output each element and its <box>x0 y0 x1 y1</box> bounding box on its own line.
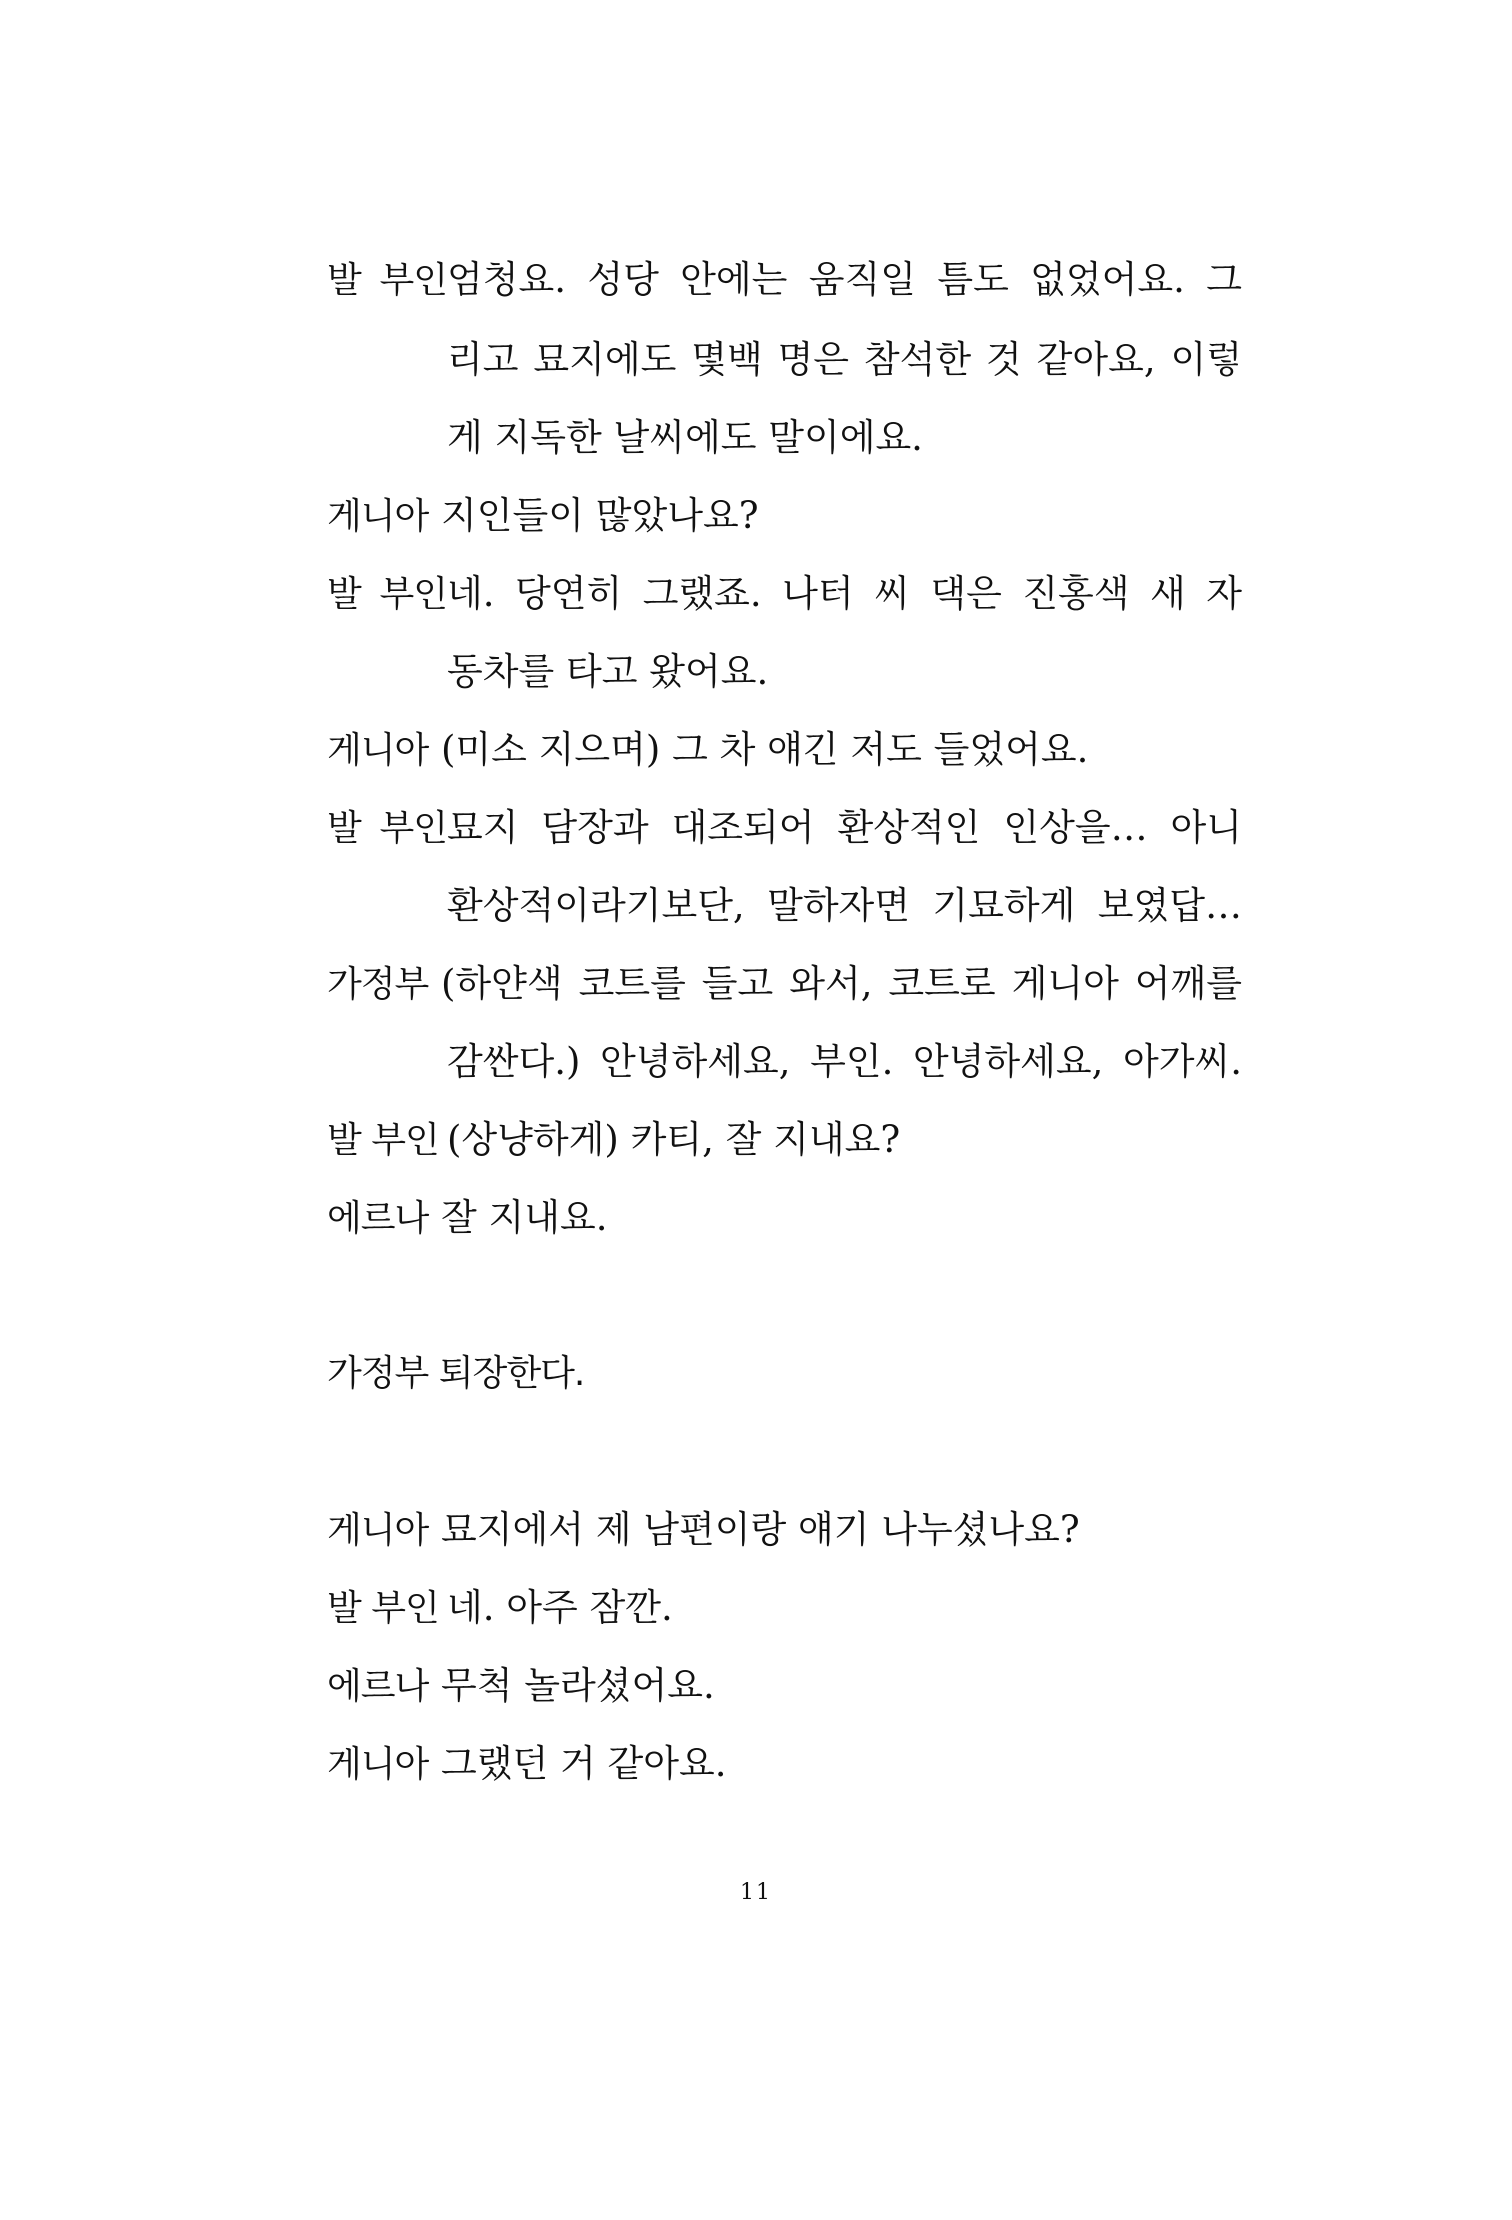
speaker-name: 게니아 <box>327 1510 429 1551</box>
dialogue-text: 네. 아주 잠깐. <box>447 1586 673 1629</box>
dialogue-continuation: 리고 묘지에도 몇백 명은 참석한 것 같아요, 이렇 <box>447 338 1242 381</box>
dialogue-line <box>327 554 1242 634</box>
speaker-name: 발 부인 <box>327 574 447 615</box>
dialogue-text: (미소 지으며) 그 차 얘긴 저도 들었어요. <box>441 728 1089 771</box>
speaker-name: 게니아 <box>327 1744 429 1785</box>
dialogue-text: 묘지에서 제 남편이랑 얘기 나누셨나요? <box>441 1508 1080 1551</box>
speaker-name: 에르나 <box>327 1666 429 1707</box>
page-number: 11 <box>740 1880 772 1905</box>
dialogue-text: 네. 당연히 그랬죠. 나터 씨 댁은 진홍색 새 자 <box>447 572 1242 615</box>
dialogue-continuation: 게 지독한 날씨에도 말이에요. <box>447 416 923 459</box>
dialogue-continuation: 환상적이라기보단, 말하자면 기묘하게 보였답… <box>447 884 1242 927</box>
speaker-name: 발 부인 <box>327 808 447 849</box>
speaker-name: 발 부인 <box>327 1120 439 1161</box>
dialogue-line <box>327 1100 1242 1180</box>
dialogue-text: (하얀색 코트를 들고 와서, 코트로 게니아 어깨를 <box>441 962 1242 1005</box>
speaker-name: 게니아 <box>327 496 429 537</box>
speaker-name: 발 부인 <box>327 1588 439 1629</box>
dialogue-line <box>327 240 1242 320</box>
speaker-name: 에르나 <box>327 1198 429 1239</box>
dialogue-text: 잘 지내요. <box>441 1196 608 1239</box>
dialogue-line <box>327 1178 1242 1258</box>
speaker-name: 발 부인 <box>327 260 447 301</box>
dialogue-text: 묘지 담장과 대조되어 환상적인 인상을… 아니 <box>447 806 1242 849</box>
dialogue-text: 무척 놀라셨어요. <box>441 1664 715 1707</box>
stage-direction: 가정부 퇴장한다. <box>327 1353 585 1394</box>
dialogue-text: 그랬던 거 같아요. <box>441 1742 727 1785</box>
dialogue-line <box>327 944 1242 1024</box>
dialogue-line <box>327 1568 1242 1648</box>
dialogue-text: (상냥하게) 카티, 잘 지내요? <box>447 1118 901 1161</box>
dialogue-continuation: 감싼다.) 안녕하세요, 부인. 안녕하세요, 아가씨. <box>447 1040 1242 1083</box>
dialogue-line <box>327 710 1242 790</box>
dialogue-line <box>327 1490 1242 1570</box>
dialogue-line <box>327 1646 1242 1726</box>
speaker-name: 가정부 <box>327 964 429 1005</box>
speaker-name: 게니아 <box>327 730 429 771</box>
dialogue-text: 지인들이 많았나요? <box>441 494 759 537</box>
dialogue-continuation: 동차를 타고 왔어요. <box>447 650 769 693</box>
dialogue-text: 엄청요. 성당 안에는 움직일 틈도 없었어요. 그 <box>447 258 1242 301</box>
dialogue-line <box>327 788 1242 868</box>
dialogue-line <box>327 1724 1242 1804</box>
dialogue-line <box>327 476 1242 556</box>
